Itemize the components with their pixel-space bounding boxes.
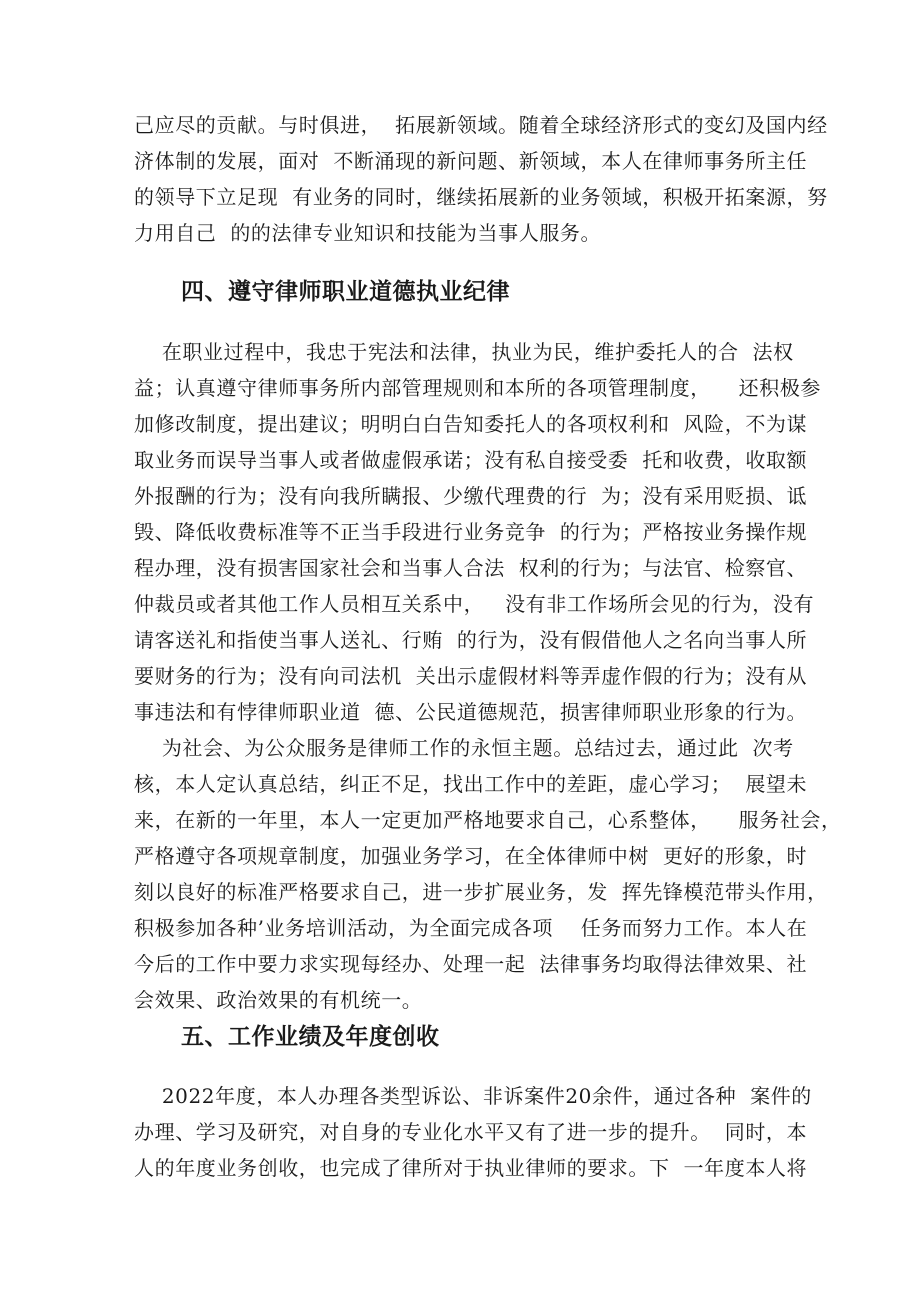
- paragraph-line: 外报酬的行为；没有向我所瞒报、少缴代理费的行 为；没有采用贬损、诋: [134, 484, 808, 508]
- paragraph-line: 为社会、为公众服务是律师工作的永恒主题。总结过去，通过此 次考: [134, 736, 794, 760]
- paragraph-line: 会效果、政治效果的有机统一。: [134, 988, 423, 1012]
- paragraph-line: 核，本人定认真总结，纠正不足，找出工作中的差距，虚心学习； 展望未: [134, 772, 808, 796]
- paragraph-line: 积极参加各种’业务培训活动，为全面完成各项 任务而努力工作。本人在: [134, 916, 808, 940]
- paragraph-line: 加修改制度，提出建议；明明白白告知委托人的各项权利和 风险，不为谋: [134, 412, 808, 436]
- paragraph-line: 刻以良好的标准严格要求自己，进一步扩展业务，发 挥先锋模范带头作用，: [134, 880, 828, 904]
- paragraph-line: 事违法和有悖律师职业道 德、公民道德规范，损害律师职业形象的行为。: [134, 700, 808, 724]
- paragraph-line: 严格遵守各项规章制度，加强业务学习，在全体律师中树 更好的形象，时: [134, 844, 808, 868]
- paragraph-line: 仲裁员或者其他工作人员相互关系中， 没有非工作场所会见的行为，没有: [134, 592, 815, 616]
- paragraph-line: 人的年度业务创收，也完成了律所对于执业律师的要求。下 一年度本人将: [134, 1156, 808, 1180]
- section-heading: 四、遵守律师职业道德执业纪律: [181, 279, 510, 305]
- paragraph-line: 要财务的行为；没有向司法机 关出示虚假材料等弄虚作假的行为；没有从: [134, 664, 808, 688]
- paragraph-line: 益；认真遵守律师事务所内部管理规则和本所的各项管理制度， 还积极参: [134, 376, 822, 400]
- paragraph-line: 今后的工作中要力求实现每经办、处理一起 法律事务均取得法律效果、社: [134, 952, 808, 976]
- paragraph-line: 己应尽的贡献。与时俱进， 拓展新领域。随着全球经济形式的变幻及国内经: [134, 113, 828, 137]
- paragraph-line: 的领导下立足现 有业务的同时，继续拓展新的业务领域，积极开拓案源，努: [134, 185, 828, 209]
- paragraph-line: 毁、降低收费标准等不正当手段进行业务竞争 的行为；严格按业务操作规: [134, 520, 808, 544]
- paragraph-line: 2022年度，本人办理各类型诉讼、非诉案件20余件，通过各种 案件的: [134, 1084, 812, 1108]
- paragraph-line: 来，在新的一年里，本人一定更加严格地要求自己，心系整体， 服务社会，: [134, 808, 842, 832]
- paragraph-line: 在职业过程中，我忠于宪法和法律，执业为民，维护委托人的合 法权: [134, 340, 794, 364]
- paragraph-line: 请客送礼和指使当事人送礼、行贿 的行为，没有假借他人之名向当事人所: [134, 628, 808, 652]
- paragraph-line: 力用自己 的的法律专业知识和技能为当事人服务。: [134, 221, 602, 245]
- paragraph-line: 程办理，没有损害国家社会和当事人合法 权利的行为；与法官、检察官、: [134, 556, 808, 580]
- paragraph-line: 济体制的发展，面对 不断涌现的新问题、新领域，本人在律师事务所主任: [134, 149, 808, 173]
- section-heading: 五、工作业绩及年度创收: [181, 1024, 440, 1050]
- paragraph-line: 办理、学习及研究，对自身的专业化水平又有了进一步的提升。 同时，本: [134, 1120, 808, 1144]
- paragraph-line: 取业务而误导当事人或者做虚假承诺；没有私自接受委 托和收费，收取额: [134, 448, 808, 472]
